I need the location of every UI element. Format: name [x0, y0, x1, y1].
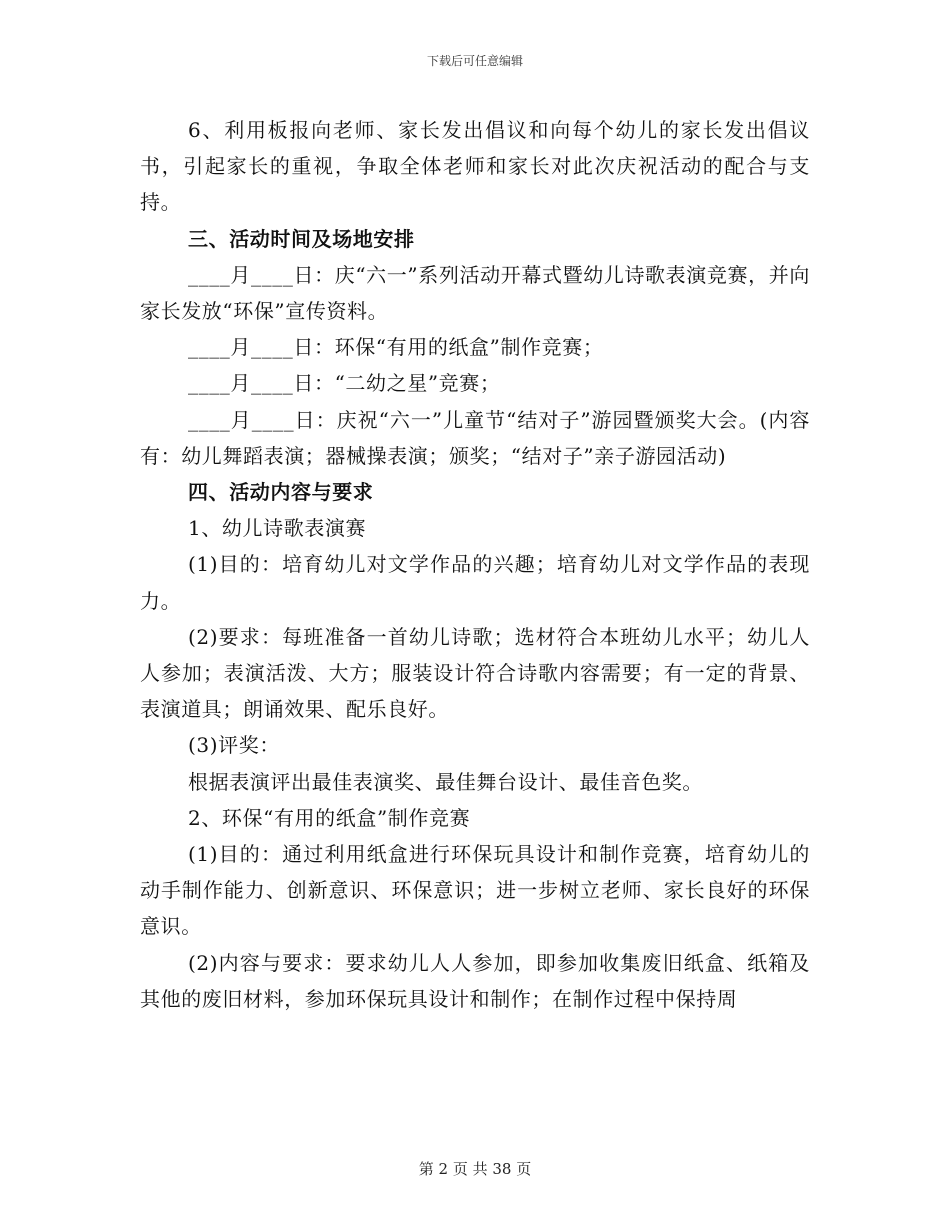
poetry-requirements: (2)要求：每班准备一首幼儿诗歌；选材符合本班幼儿水平；幼儿人人参加；表演活泼、大方；服装设计符合诗歌内容需要；有一定的背景、表演道具；朗诵效果、配乐良好。 [140, 624, 810, 722]
schedule-item-opening: ____月____日：庆“六一”系列活动开幕式暨幼儿诗歌表演竞赛，并向家长发放“环保”宣传资料。 [140, 262, 810, 324]
page-header: 下载后可任意编辑 [426, 54, 523, 68]
page-number: 第 2 页 共 38 页 [418, 1160, 532, 1178]
poetry-goal: (1)目的：培育幼儿对文学作品的兴趣；培育幼儿对文学作品的表现力。 [140, 552, 810, 613]
poetry-awards-heading: (3)评奖： [188, 733, 280, 758]
subheading-poetry-contest: 1、幼儿诗歌表演赛 [188, 516, 367, 541]
section-heading-content: 四、活动内容与要求 [188, 480, 374, 505]
document-body [140, 112, 810, 1017]
schedule-item-star-contest: ____月____日：“二幼之星”竞赛； [188, 371, 501, 396]
schedule-item-garden-party: ____月____日：庆祝“六一”儿童节“结对子”游园暨颁奖大会。(内容有：幼儿舞蹈表演；器械操表演；颁奖；“结对子”亲子游园活动) [140, 407, 810, 468]
carton-goal: (1)目的：通过利用纸盒进行环保玩具设计和制作竞赛，培育幼儿的动手制作能力、创新意识、环保意识；进一步树立老师、家长良好的环保意识。 [140, 842, 810, 939]
paragraph-item-6-proposal: 6、利用板报向老师、家长发出倡议和向每个幼儿的家长发出倡议书，引起家长的重视，争取全体老师和家长对此次庆祝活动的配合与支持。 [140, 118, 810, 215]
carton-requirements: (2)内容与要求：要求幼儿人人参加，即参加收集废旧纸盒、纸箱及其他的废旧材料，参加环保玩具设计和制作；在制作过程中保持周 [140, 950, 810, 1011]
section-heading-schedule: 三、活动时间及场地安排 [188, 226, 415, 251]
poetry-awards-text: 根据表演评出最佳表演奖、最佳舞台设计、最佳音色奖。 [188, 769, 703, 794]
subheading-carton-contest: 2、环保“有用的纸盒”制作竞赛 [188, 805, 471, 830]
schedule-item-carton-contest: ____月____日：环保“有用的纸盒”制作竞赛； [188, 335, 604, 360]
